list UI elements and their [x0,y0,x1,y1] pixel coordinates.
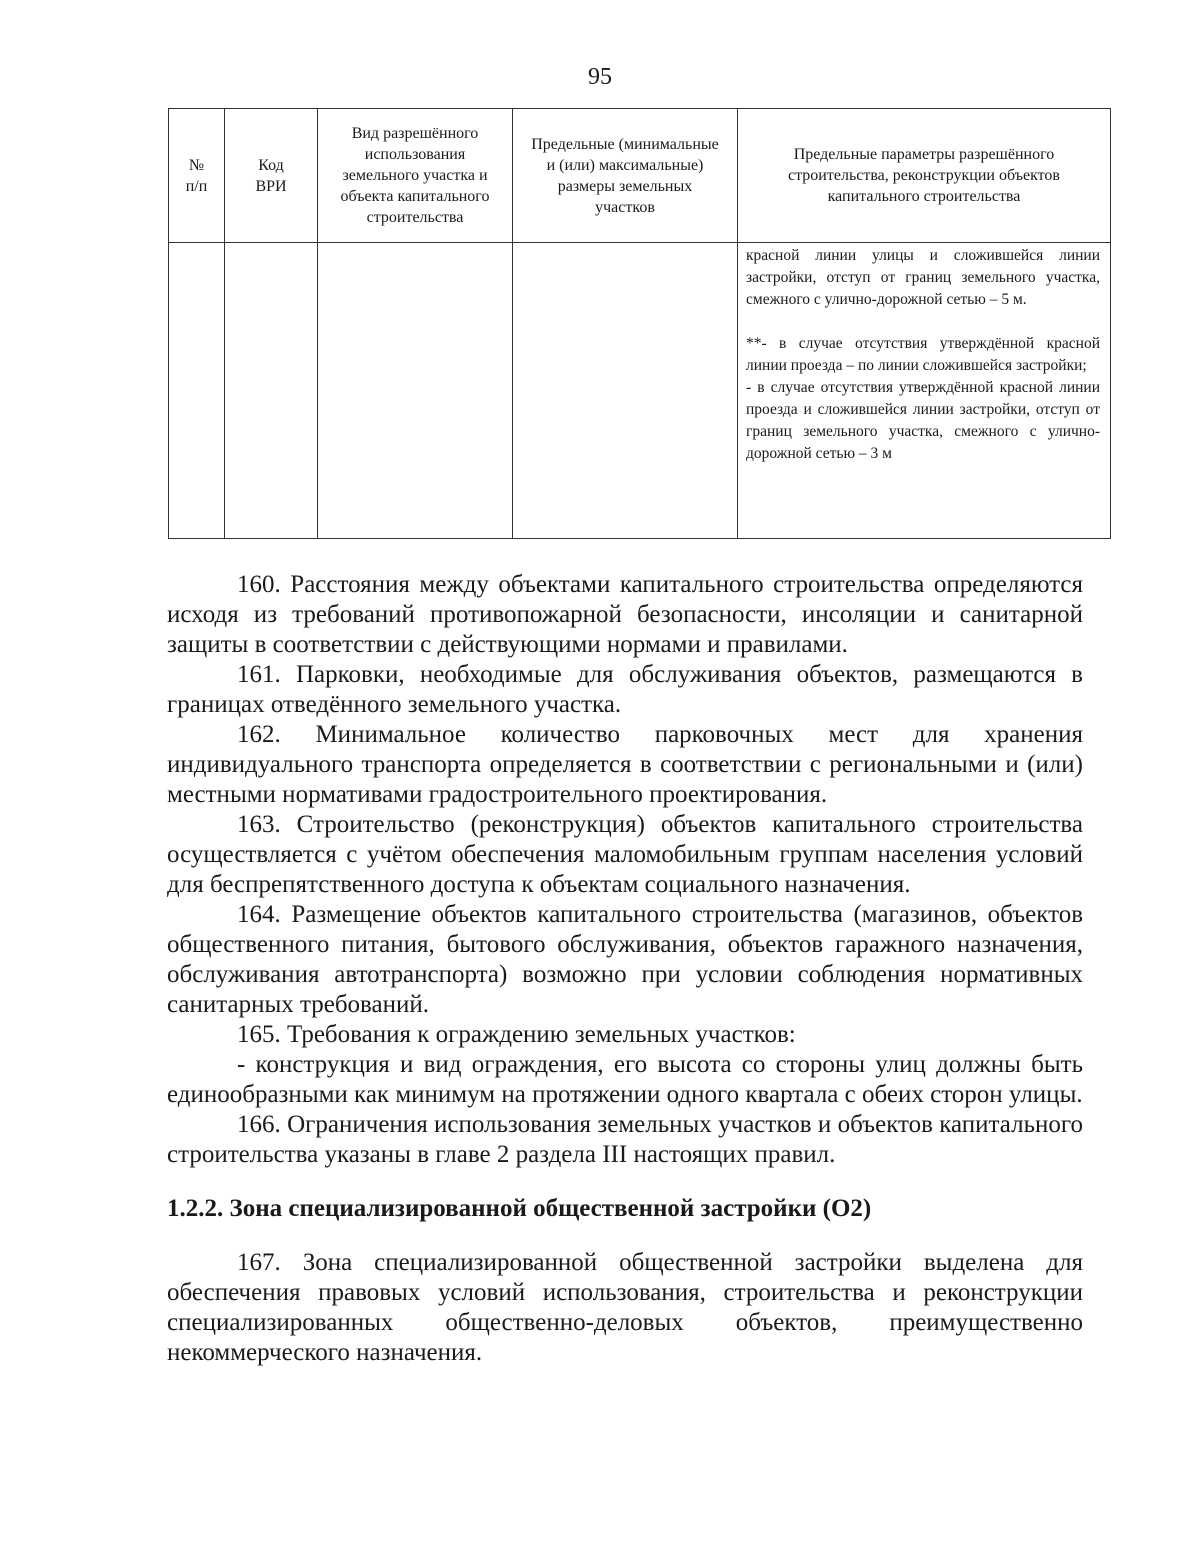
parameters-table [168,108,1111,539]
header-use-type: Вид разрешённого использования земельного участка и объекта капитального строительства [318,109,513,243]
section-heading: 1.2.2. Зона специализированной общественной застройки (О2) [167,1195,872,1222]
paragraph-166: 166. Ограничения использования земельных участков и объектов капитального строительства указаны в главе 2 раздела III настоящих правил. [167,1111,1083,1168]
header-build-params: Предельные параметры разрешённого строительства, реконструкции объектов капитального строительства [738,109,1111,243]
paragraph-160: 160. Расстояния между объектами капитального строительства определяются исходя из требований противопожарной безопасности, инсоляции и санитарной защиты в соответствии с действующими нормами и правилами. [167,571,1083,658]
paragraph-165-item: - конструкция и вид ограждения, его высота со стороны улиц должны быть единообразными как минимум на протяжении одного квартала с обеих сторон улицы. [167,1051,1083,1108]
paragraph-167: 167. Зона специализированной общественной застройки выделена для обеспечения правовых условий использования, строительства и реконструкции специализированных общественно-деловых объектов, преимущественно некоммерческого назначения. [167,1249,1083,1366]
cell-code [225,243,318,539]
paragraph-165: 165. Требования к ограждению земельных участков: [237,1021,796,1048]
page-number: 95 [588,64,612,90]
cell-use-type [318,243,513,539]
cell-build-params [738,243,1111,539]
header-number: № п/п [169,109,225,243]
paragraph-163: 163. Строительство (реконструкция) объектов капитального строительства осуществляется с учётом обеспечения маломобильным группам населения условий для беспрепятственного доступа к объектам социального назначения. [167,811,1083,898]
table-row [169,243,1111,539]
cell-number [169,243,225,539]
build-params-text: красной линии улицы и сложившейся линии застройки, отступ от границ земельного участка, смежного с улично-дорожной сетью – 5 м. **- в случае отсутствия утверждённой красной линии проезда – по линии сложившейся застройки; - в случае отсутствия утверждённой красной линии проезда и сложившейся линии застройки, отступ от границ земельного участка, смежного с улично-дорожной сетью – 3 м [746,247,1100,462]
header-plot-size: Предельные (минимальные и (или) максимальные) размеры земельных участков [513,109,738,243]
header-code: Код ВРИ [225,109,318,243]
cell-plot-size [513,243,738,539]
paragraph-164: 164. Размещение объектов капитального строительства (магазинов, объектов общественного питания, бытового обслуживания, объектов гаражного назначения, обслуживания автотранспорта) возможно при условии соблюдения нормативных санитарных требований. [167,901,1083,1018]
paragraph-162: 162. Минимальное количество парковочных мест для хранения индивидуального транспорта определяется в соответствии с региональными и (или) местными нормативами градостроительного проектирования. [167,721,1083,808]
document-body [167,570,1083,1368]
table-header-row [169,109,1111,243]
paragraph-161: 161. Парковки, необходимые для обслуживания объектов, размещаются в границах отведённого земельного участка. [167,661,1083,718]
